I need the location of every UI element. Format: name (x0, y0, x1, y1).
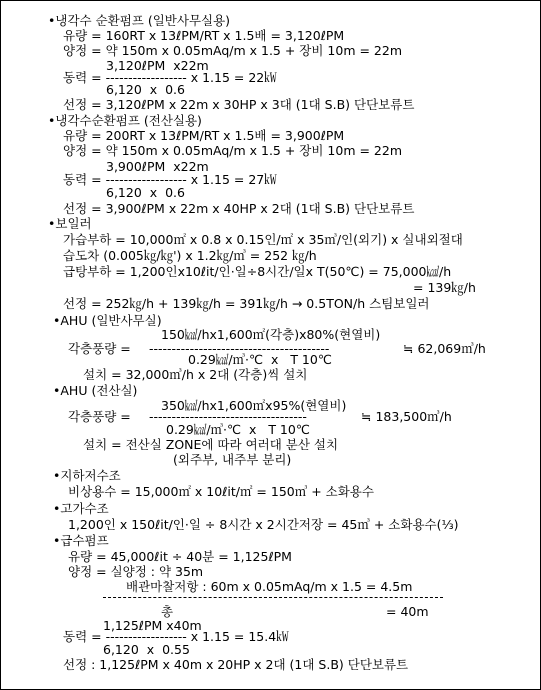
formula-numerator: 3,900ℓPM x22m (106, 159, 209, 174)
formula-denominator: 6,120 x 0.6 (106, 82, 185, 97)
section-heading: •급수펌프 (53, 533, 109, 548)
power-line: 동력 = ------------------ x 1.15 = 27㎾ (63, 172, 277, 187)
flow-line: 유량 = 160RT x 13ℓPM/RT x 1.5배 = 3,120ℓPM (63, 28, 345, 43)
formula-divider: ---------------------------------------- (149, 341, 330, 356)
head-line: 양정 = 약 150m x 0.05mAq/m x 1.5 + 장비 10m = 22m (63, 143, 403, 158)
emergency-water-line: 비상용수 = 15,000㎡ x 10ℓit/㎡ = 150㎥ + 소화용수 (68, 484, 374, 499)
section-heading: •냉각수순환펌프 (전산실용) (48, 113, 202, 128)
flow-line: 유량 = 45,000ℓit ÷ 40분 = 1,125ℓPM (68, 549, 292, 564)
selection-line: 선정 = 3,900ℓPM x 22m x 40HP x 2대 (1대 S.B) 단단보류트 (63, 201, 415, 216)
friction-loss-line: 배관마찰저항 : 60m x 0.05mAq/m x 1.5 = 4.5m (126, 579, 413, 594)
head-line: 양정 = 실양정 : 약 35m (68, 564, 204, 579)
section-heading: •고가수조 (53, 501, 109, 516)
total-head-label: 총 (161, 604, 174, 619)
elevated-tank-line: 1,200인 x 150ℓit/인·일 ÷ 8시간 x 2시간저장 = 45㎥ + 소화용수(⅓) (68, 517, 459, 532)
formula-numerator: 150㎉/hx1,600㎡(각층)x80%(현열비) (161, 327, 381, 342)
flow-line: 유량 = 200RT x 13ℓPM/RT x 1.5배 = 3,900ℓPM (63, 128, 345, 143)
formula-label: 각층풍량 = (68, 341, 131, 356)
selection-line: 선정 = 252㎏/h + 139㎏/h = 391㎏/h → 0.5TON/h 스팀보일러 (63, 296, 430, 311)
section-heading: •냉각수 순환펌프 (일반사무실용) (48, 13, 231, 28)
humidification-load-line: 가습부하 = 10,000㎡ x 0.8 x 0.15인/㎡ x 35㎥/인(외기) x 실내외절대 (63, 232, 463, 247)
installation-line: 설치 = 32,000㎥/h x 2대 (각층)씩 설치 (83, 367, 308, 382)
head-line: 양정 = 약 150m x 0.05mAq/m x 1.5 + 장비 10m = 22m (63, 43, 403, 58)
installation-line: 설치 = 전산실 ZONE에 따라 여러대 분산 설치 (83, 437, 339, 452)
formula-denominator: 6,120 x 0.6 (106, 185, 185, 200)
total-head-value: = 40m (386, 604, 429, 619)
formula-numerator: 1,125ℓPM x40m (103, 618, 202, 633)
power-line: 동력 = ------------------ x 1.15 = 22㎾ (63, 70, 277, 85)
formula-label: 각층풍량 = (68, 409, 131, 424)
section-heading: •AHU (일반사무실) (53, 313, 162, 328)
hot-water-load-line: 급탕부하 = 1,200인x10ℓit/인·일÷8시간/일x T(50℃) = 75,000㎉/h (63, 264, 452, 279)
installation-note: (외주부, 내주부 분리) (173, 452, 292, 467)
formula-divider: ----------------------------------- (149, 409, 307, 424)
formula-result: ≒ 183,500㎥/h (361, 409, 452, 424)
section-heading: •AHU (전산실) (53, 383, 138, 398)
sum-separator-line (103, 597, 443, 598)
selection-line: 선정 = 3,120ℓPM x 22m x 30HP x 3대 (1대 S.B) 단단보류트 (63, 97, 415, 112)
section-heading: •지하저수조 (53, 468, 121, 483)
formula-denominator: 0.29㎉/㎥·℃ x T 10℃ (188, 352, 332, 367)
formula-denominator: 6,120 x 0.55 (103, 642, 190, 657)
hot-water-load-result: = 139㎏/h (413, 280, 476, 295)
formula-numerator: 350㎉/hx1,600㎡x95%(현열비) (161, 398, 347, 413)
formula-numerator: 3,120ℓPM x22m (106, 58, 209, 73)
power-line: 동력 = ------------------ x 1.15 = 15.4㎾ (63, 629, 289, 644)
selection-line: 선정 : 1,125ℓPM x 40m x 20HP x 2대 (1대 S.B) 단단보류트 (63, 657, 409, 672)
humidification-load-line-2: 습도차 (0.005㎏/㎏') x 1.2㎏/㎥ = 252 ㎏/h (63, 248, 317, 263)
formula-result: ≒ 62,069㎥/h (403, 341, 486, 356)
formula-denominator: 0.29㎉/㎥·℃ x T 10℃ (166, 422, 310, 437)
section-heading: •보일러 (48, 216, 92, 231)
